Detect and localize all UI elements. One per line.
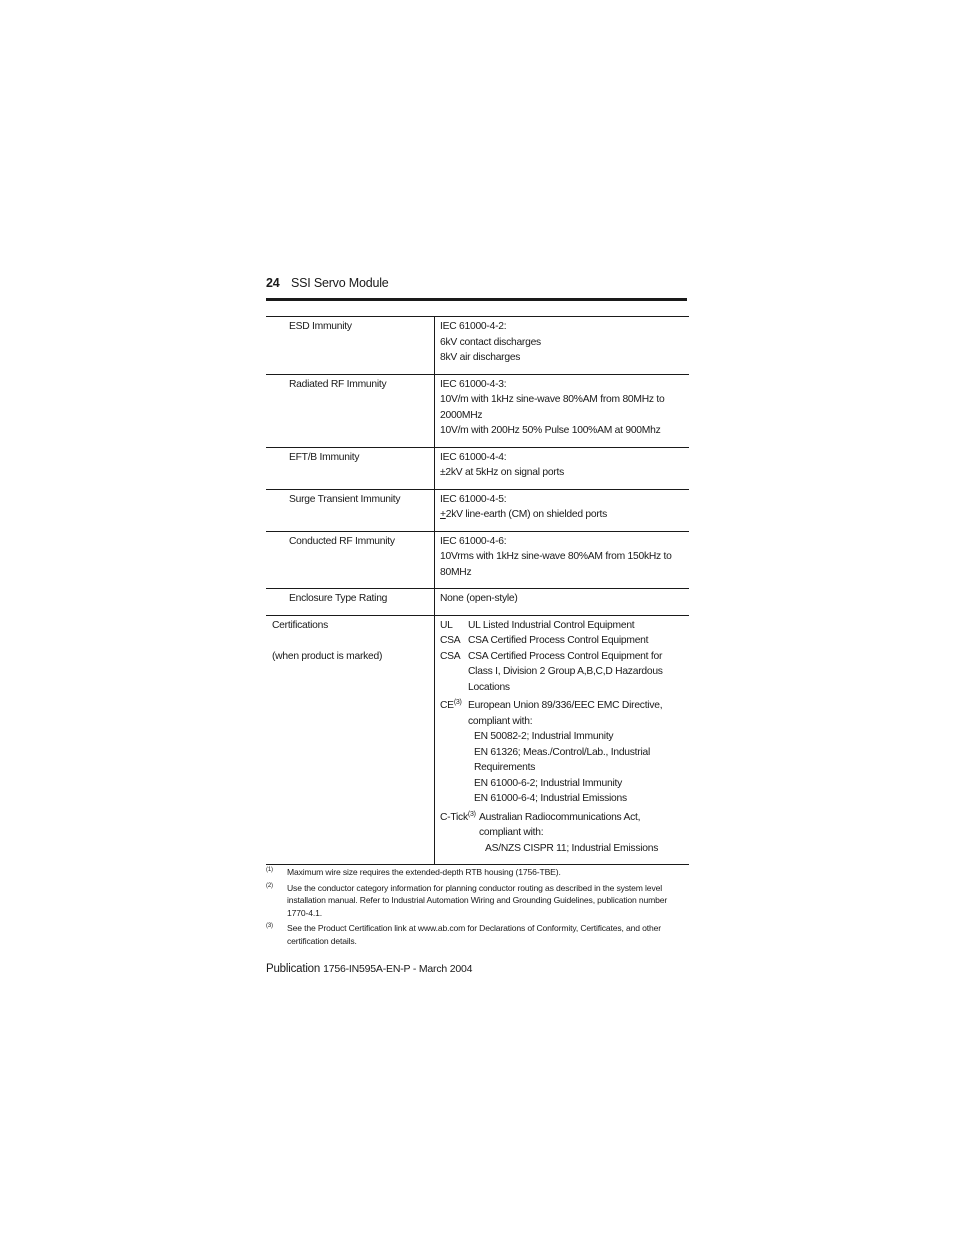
footnote — [266, 882, 688, 920]
certifications-sublabel: (when product is marked) — [272, 650, 383, 662]
footnote-ref: (3) — [467, 810, 476, 818]
spec-value — [435, 589, 689, 615]
ce-standard: EN 61000-6-4; Industrial Emissions — [474, 793, 627, 804]
footnote-text: See the Product Certification link at www.ab.com for Declarations of Conformity, Certificates, and other certification details. — [287, 923, 661, 946]
ce-standard: EN 61326; Meas./Control/Lab., Industrial — [474, 746, 651, 758]
footnote-ref: (3) — [453, 699, 462, 706]
footnote-text: Maximum wire size requires the extended-depth RTB housing (1756-TBE). — [287, 867, 561, 877]
ctick-continuation: compliant with: — [479, 827, 544, 838]
footnote-text: Use the conductor category information for planning conductor routing as described in the system level installation manual. Refer to Industrial Automation Wiring and Grounding Guidelines, publication number 1770-4.1. — [287, 882, 668, 918]
spec-value — [435, 490, 689, 531]
cert-abbr: CSA — [440, 635, 461, 646]
spec-line: 2000MHz — [440, 409, 483, 421]
cert-ce — [440, 698, 685, 729]
spec-line: 10Vrms with 1kHz sine-wave 80%AM from 150kHz to — [440, 551, 672, 562]
spec-label: ESD Immunity — [266, 317, 435, 374]
cert-abbr-text: CE — [440, 700, 454, 711]
publication-id: 1756-IN595A-EN-P - March 2004 — [323, 963, 473, 975]
footnote — [266, 866, 688, 879]
cert-desc: Australian Radiocommunications Act, — [479, 811, 641, 823]
ctick-standard: AS/NZS CISPR 11; Industrial Emissions — [485, 842, 659, 854]
ce-standard: Requirements — [474, 762, 536, 773]
cert-ul — [440, 618, 685, 634]
cert-ctick — [440, 810, 685, 826]
spec-line: IEC 61000-4-4: — [440, 451, 507, 463]
footnote-mark: (1) — [266, 867, 273, 873]
cert-desc: CSA Certified Process Control Equipment — [468, 635, 649, 646]
table-row-eftb-immunity — [266, 448, 689, 490]
cert-abbr: CSA — [440, 650, 461, 662]
plus-minus-sign: + — [440, 509, 446, 520]
spec-label: Radiated RF Immunity — [266, 375, 435, 447]
cert-csa — [440, 633, 685, 649]
spec-label: Enclosure Type Rating — [266, 589, 435, 615]
spec-value — [435, 317, 689, 374]
spec-line: 10V/m with 200Hz 50% Pulse 100%AM at 900Mhz — [440, 425, 661, 436]
spec-label: Surge Transient Immunity — [266, 490, 435, 531]
spec-label: EFT/B Immunity — [266, 448, 435, 489]
spec-label — [266, 616, 435, 865]
cert-abbr — [440, 698, 468, 729]
spec-line: IEC 61000-4-2: — [440, 321, 507, 332]
cert-abbr-text: C-Tick — [440, 811, 468, 823]
spec-line: IEC 61000-4-3: — [440, 378, 507, 390]
cert-desc: CSA Certified Process Control Equipment for Class I, Division 2 Group A,B,C,D Hazardous Locations — [468, 650, 663, 693]
cert-abbr — [440, 810, 479, 826]
table-row-esd-immunity — [266, 317, 689, 375]
page-number: 24 — [266, 276, 280, 290]
publication-footer — [266, 963, 472, 975]
spec-value — [435, 616, 689, 865]
spec-line: None (open-style) — [440, 593, 518, 604]
certifications-label: Certifications — [272, 619, 329, 631]
footnote — [266, 922, 688, 947]
spec-line: 10V/m with 1kHz sine-wave 80%AM from 80MHz to — [440, 394, 665, 405]
ce-standard: EN 61000-6-2; Industrial Immunity — [474, 777, 622, 789]
footnote-mark: (3) — [266, 923, 273, 929]
spec-line-text: 2kV line-earth (CM) on shielded ports — [445, 509, 608, 520]
cert-desc: UL Listed Industrial Control Equipment — [468, 619, 635, 631]
cert-abbr: UL — [440, 619, 453, 631]
cert-desc: European Union 89/336/EEC EMC Directive, compliant with: — [468, 700, 663, 727]
spec-line: ±2kV at 5kHz on signal ports — [440, 467, 564, 478]
spec-line: 8kV air discharges — [440, 352, 521, 363]
spec-value — [435, 448, 689, 489]
cert-csa-hazardous — [440, 649, 685, 696]
spec-value — [435, 375, 689, 447]
specifications-table — [266, 316, 689, 865]
spec-line — [440, 507, 685, 523]
table-row-conducted-rf-immunity — [266, 532, 689, 590]
footnote-mark: (2) — [266, 882, 273, 889]
ce-standard: EN 50082-2; Industrial Immunity — [474, 731, 614, 742]
spec-line: IEC 61000-4-6: — [440, 535, 507, 547]
table-row-radiated-rf-immunity — [266, 375, 689, 448]
publication-label: Publication — [266, 963, 321, 975]
spec-line: 80MHz — [440, 566, 472, 578]
running-title: SSI Servo Module — [291, 276, 389, 290]
header-rule — [266, 298, 687, 301]
table-row-surge-transient-immunity — [266, 490, 689, 532]
spec-line: 6kV contact discharges — [440, 336, 541, 348]
table-row-certifications — [266, 616, 689, 865]
spec-label: Conducted RF Immunity — [266, 532, 435, 589]
spec-line: IEC 61000-4-5: — [440, 493, 507, 505]
spec-value — [435, 532, 689, 589]
table-row-enclosure-type-rating — [266, 589, 689, 616]
footnotes — [266, 866, 688, 950]
